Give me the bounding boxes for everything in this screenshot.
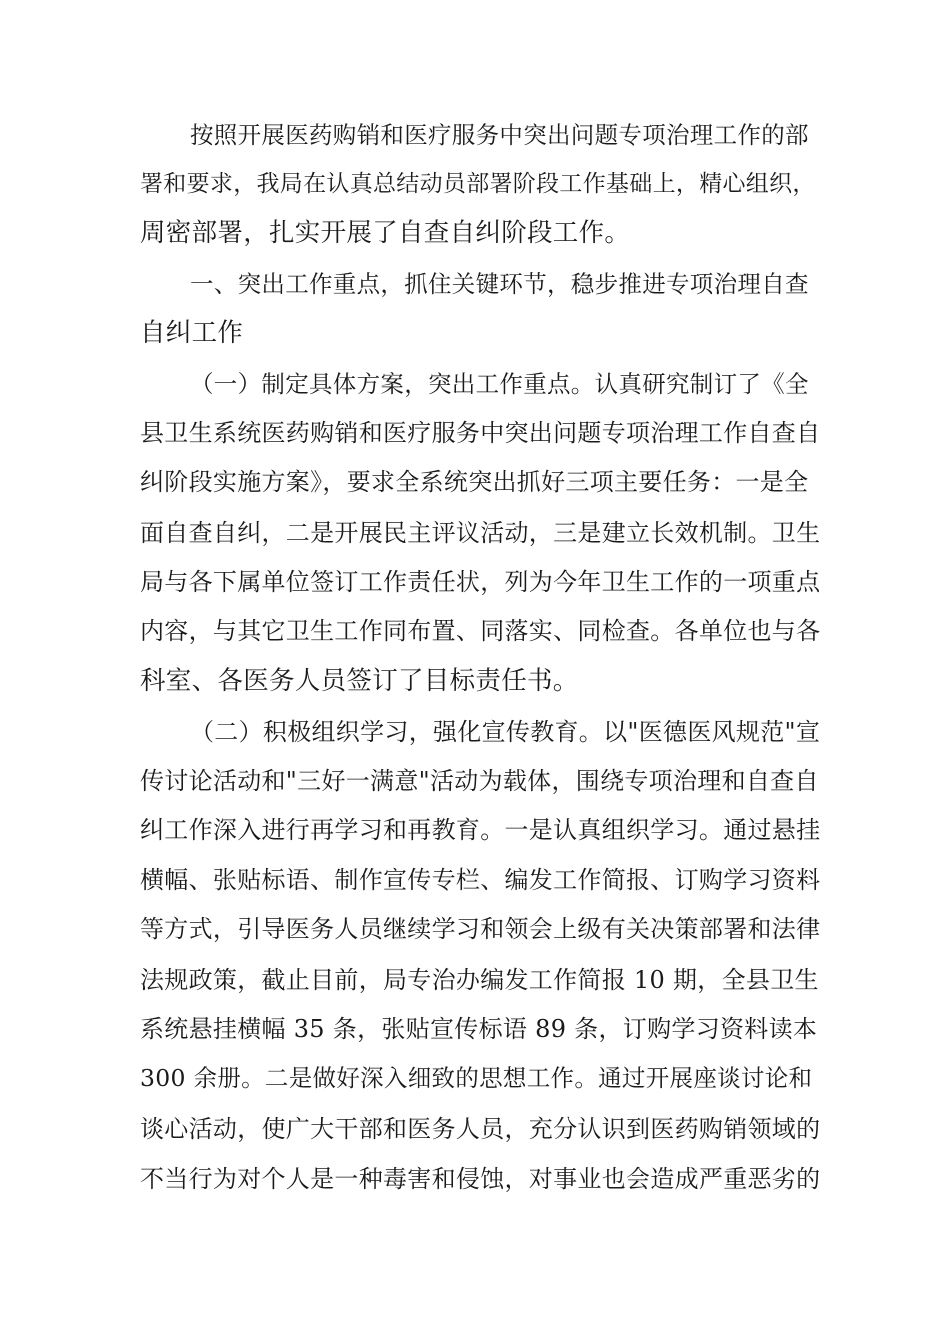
paragraph-line: 科室、各医务人员签订了目标责任书。 xyxy=(140,666,579,696)
paragraph-line: （一）制定具体方案，突出工作重点。认真研究制订了《全 xyxy=(190,370,809,398)
paragraph-line: 周密部署，扎实开展了自查自纠阶段工作。 xyxy=(140,218,631,248)
paragraph-line: 系统悬挂横幅 35 条，张贴宣传标语 89 条，订购学习资料读本 xyxy=(140,1015,818,1043)
paragraph-line: 纠阶段实施方案》，要求全系统突出抓好三项主要任务：一是全 xyxy=(140,468,809,496)
paragraph-line: 县卫生系统医药购销和医疗服务中突出问题专项治理工作自查自 xyxy=(140,419,821,447)
paragraph-line: 内容，与其它卫生工作同布置、同落实、同检查。各单位也与各 xyxy=(140,617,821,645)
paragraph-line: 按照开展医药购销和医疗服务中突出问题专项治理工作的部 xyxy=(190,121,809,149)
paragraph-line: 纠工作深入进行再学习和再教育。一是认真组织学习。通过悬挂 xyxy=(140,816,821,844)
paragraph-line: 署和要求，我局在认真总结动员部署阶段工作基础上，精心组织， xyxy=(140,171,816,197)
paragraph-line: 300 余册。二是做好深入细致的思想工作。通过开展座谈讨论和 xyxy=(140,1064,813,1092)
paragraph-line: 法规政策，截止目前，局专治办编发工作简报 10 期，全县卫生 xyxy=(140,966,819,994)
section-heading-line: 自纠工作 xyxy=(140,318,244,348)
paragraph-line: 等方式，引导医务人员继续学习和领会上级有关决策部署和法律 xyxy=(140,915,821,943)
paragraph-line: 传讨论活动和"三好一满意"活动为载体，围绕专项治理和自查自 xyxy=(140,767,819,795)
section-heading-line: 一、突出工作重点，抓住关键环节，稳步推进专项治理自查 xyxy=(190,270,809,298)
paragraph-line: 面自查自纠，二是开展民主评议活动，三是建立长效机制。卫生 xyxy=(140,519,821,547)
paragraph-line: 局与各下属单位签订工作责任状，列为今年卫生工作的一项重点 xyxy=(140,568,821,596)
paragraph-line: （二）积极组织学习，强化宣传教育。以"医德医风规范"宣 xyxy=(190,718,821,746)
paragraph-line: 不当行为对个人是一种毒害和侵蚀，对事业也会造成严重恶劣的 xyxy=(140,1165,821,1193)
paragraph-line: 横幅、张贴标语、制作宣传专栏、编发工作简报、订购学习资料 xyxy=(140,866,821,894)
paragraph-line: 谈心活动，使广大干部和医务人员，充分认识到医药购销领域的 xyxy=(140,1115,821,1143)
